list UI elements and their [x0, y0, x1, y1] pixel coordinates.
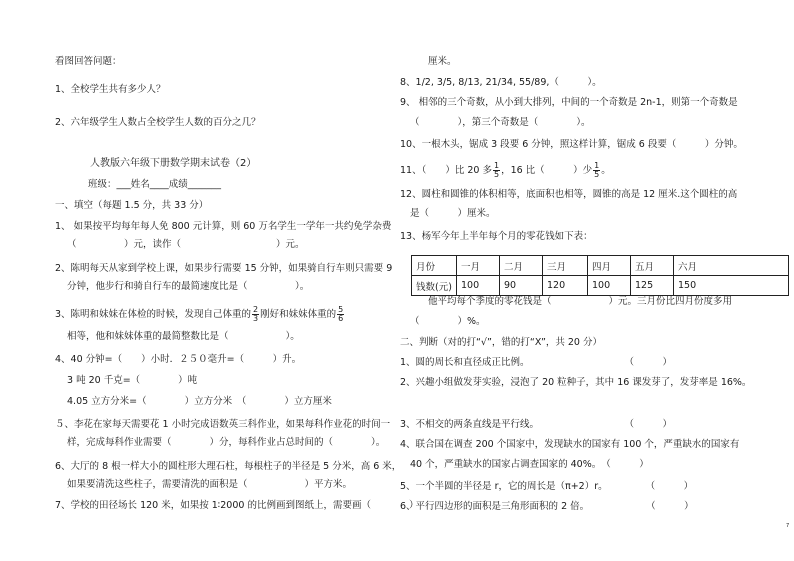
table-cell: 100 — [457, 276, 500, 296]
q3-line2: 相等，他和妹妹体重的最简整数比是（ ）。 — [67, 331, 300, 342]
judge-6: 6、平行四边形的面积是三角形面积的 2 倍。 （ ） — [400, 501, 694, 512]
table-cell: 120 — [543, 276, 588, 296]
table-cell: 100 — [588, 276, 631, 296]
pocket-money-table — [411, 255, 789, 296]
q7-line2: 厘米。 — [428, 56, 457, 67]
q12-line1: 12、圆柱和圆锥的体积相等，底面积也相等，圆锥的高是 12 厘米.这个圆柱的高 — [400, 189, 738, 200]
q9-line2: （ ），第三个奇数是（ ）。 — [410, 117, 591, 128]
judge-3: 3、不相交的两条直线是平行线。 （ ） — [400, 419, 673, 430]
table-cell: 125 — [631, 276, 674, 296]
q13: 13、杨军今年上半年每个月的零花钱如下表： — [400, 231, 593, 242]
q11 — [400, 162, 611, 179]
q7-line1: 7、学校的田径场长 120 米，如果按 1∶2000 的比例画到图纸上，需要画（ ） — [55, 500, 419, 511]
q4-line3: 4.05 立方分米=（ ）立方分米 （ ）立方厘米 — [67, 396, 332, 407]
q3-line1 — [55, 306, 345, 323]
question-b: 2、六年级学生人数占全校学生人数的百分之几？ — [55, 117, 261, 128]
q2-line2: 分钟，他步行和骑自行车的最简速度比是（ ）。 — [67, 281, 310, 292]
table-row — [412, 276, 789, 296]
q6-line1: 6、大厅的 8 根一样大小的圆柱形大理石柱，每根柱子的半径是 5 分米，高 6 米， — [55, 461, 402, 472]
q13-line3: （ ）%。 — [410, 316, 486, 327]
exam-title: 人教版六年级下册数学期末试卷（2） — [90, 158, 257, 169]
table-cell: 二月 — [500, 256, 543, 276]
q1-line2: （ ）元，读作（ ）元。 — [67, 239, 305, 250]
question-a: 1、全校学生共有多少人？ — [55, 84, 166, 95]
judge-4-line2: 40 个，严重缺水的国家占调查国家的 40%。 （ ） — [410, 459, 649, 470]
q8: 8、1/2, 3/5, 8/13, 21/34, 55/89,（ ）。 — [400, 77, 602, 88]
table-cell: 钱数(元) — [412, 276, 457, 296]
q11-text-a: 11、（ ）比 20 多 — [400, 165, 492, 176]
q5-line1: ５、李花在家每天需要花 1 小时完成语数英三科作业，如果每科作业花的时间一 — [55, 419, 391, 430]
q6-line2: 如果要清洗这些柱子，需要清洗的面积是（ ）平方米。 — [67, 479, 353, 490]
table-cell: 五月 — [631, 256, 674, 276]
section-fill-blank: 一、填空（每题 1.5 分，共 33 分） — [55, 200, 209, 211]
q3-fraction-2: $\frac{5}{6}$ — [338, 305, 344, 323]
q12-line2: 是（ ）厘米。 — [410, 208, 496, 219]
q3-text-a: 3、陈明和妹妹在体检的时候，发现自己体重的 — [55, 309, 252, 320]
table-cell: 月份 — [412, 256, 457, 276]
q3-text-b: 刚好和妹妹体重的 — [260, 309, 337, 320]
q11-text-c: 。 — [601, 165, 611, 176]
table-cell: 三月 — [543, 256, 588, 276]
table-cell: 四月 — [588, 256, 631, 276]
table-cell: 六月 — [674, 256, 789, 276]
judge-5: 5、一个半圆的半径是 r，它的周长是（π+2）r。 （ ） — [400, 481, 694, 492]
q9-line1: 9、 相邻的三个奇数，从小到大排列，中间的一个奇数是 2n-1，则第一个奇数是 — [400, 97, 738, 108]
q11-text-b: ，16 比（ ）少 — [501, 165, 593, 176]
q13-line2: 他平均每个季度的零花钱是（ ）元。三月份比四月份度多用 — [428, 296, 733, 307]
judge-4-line1: 4、联合国在调查 200 个国家中，发现缺水的国家有 100 个，严重缺水的国家有 — [400, 439, 740, 450]
table-header-row — [412, 256, 789, 276]
q10: 10、一根木头，锯成 3 段要 6 分钟，照这样计算，锯成 6 段要（ ）分钟。 — [400, 139, 743, 150]
q11-fraction-1: $\frac{1}{5}$ — [493, 161, 500, 179]
table-cell: 一月 — [457, 256, 500, 276]
judge-2: 2、兴趣小组做发芽实验，浸泡了 20 粒种子，其中 16 课发芽了，发芽率是 16%。 — [400, 377, 752, 388]
instruction: 看图回答问题： — [55, 56, 122, 67]
q2-line1: 2、陈明每天从家到学校上课，如果步行需要 15 分钟，如果骑自行车则只需要 9 — [55, 263, 393, 274]
section-true-false: 二、判断（对的打“√”，错的打“X”，共 20 分） — [400, 337, 602, 348]
judge-1: 1、圆的周长和直径成正比例。 （ ） — [400, 357, 673, 368]
q4-line1: 4、40 分钟=（ ）小时．２５０毫升=（ ）升。 — [55, 354, 302, 365]
class-name-score-line: 班级：___姓名____成绩_______ — [88, 179, 222, 190]
q5-line2: 样，完成每科作业需要（ ）分，每科作业占总时间的（ ）。 — [67, 437, 386, 448]
q3-fraction-1: $\frac{2}{3}$ — [253, 305, 259, 323]
table-cell: 90 — [500, 276, 543, 296]
q11-fraction-2: $\frac{1}{5}$ — [594, 161, 600, 179]
q4-line2: 3 吨 20 千克=（ ）吨 — [67, 375, 198, 386]
page-number: 7 — [786, 523, 790, 529]
table-cell: 150 — [674, 276, 789, 296]
q1-line1: 1、 如果按平均每年每人免 800 元计算，则 60 万名学生一学年一共约免学杂费 — [55, 221, 392, 232]
